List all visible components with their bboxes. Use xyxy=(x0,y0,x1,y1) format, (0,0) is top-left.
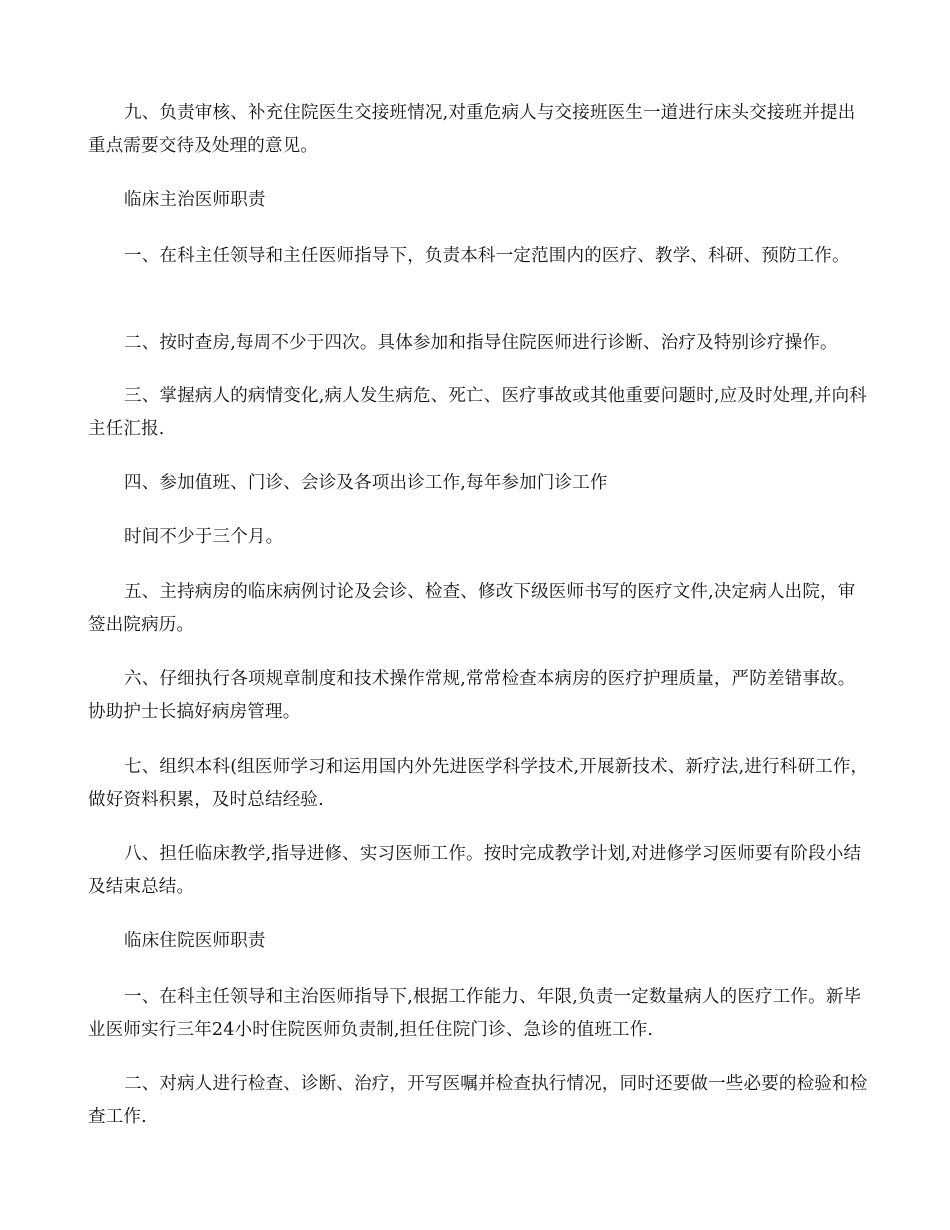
paragraph-attending-two: 二、按时查房,每周不少于四次。具体参加和指导住院医师进行诊断、治疗及特别诊疗操作。 xyxy=(124,333,838,353)
paragraph-resident-one: 一、在科主任领导和主治医师指导下,根据工作能力、年限,负责一定数量病人的医疗工作。新毕业医师实行三年24小时住院医师负责制,担任住院门诊、急诊的值班工作. xyxy=(88,987,862,1040)
paragraph-attending-four: 四、参加值班、门诊、会诊及各项出诊工作,每年参加门诊工作 xyxy=(124,473,608,493)
section-heading-attending-physician: 临床主治医师职责 xyxy=(124,190,266,210)
paragraph-resident-two: 二、对病人进行检查、诊断、治疗，开写医嘱并检查执行情况，同时还要做一些必要的检验和检查工作. xyxy=(88,1074,868,1127)
paragraph-attending-five: 五、主持病房的临床病例讨论及会诊、检查、修改下级医师书写的医疗文件,决定病人出院，审签出院病历。 xyxy=(88,582,856,635)
paragraph-attending-six: 六、仔细执行各项规章制度和技术操作常规,常常检查本病房的医疗护理质量，严防差错事故。协助护士长搞好病房管理。 xyxy=(88,669,856,722)
paragraph-attending-eight: 八、担任临床教学,指导进修、实习医师工作。按时完成教学计划,对进修学习医师要有阶段小结及结束总结。 xyxy=(88,844,862,897)
paragraph-attending-seven: 七、组织本科(组医师学习和运用国内外先进医学科学技术,开展新技术、新疗法,进行科研工作，做好资料积累，及时总结经验. xyxy=(88,757,869,810)
paragraph-attending-four-continued: 时间不少于三个月。 xyxy=(124,527,284,547)
paragraph-attending-three: 三、掌握病人的病情变化,病人发生病危、死亡、医疗事故或其他重要问题时,应及时处理,并向科主任汇报. xyxy=(88,386,867,439)
paragraph-nine-handover-review: 九、负责审核、补充住院医生交接班情况,对重危病人与交接班医生一道进行床头交接班并提出重点需要交待及处理的意见。 xyxy=(88,103,856,156)
section-heading-resident-physician: 临床住院医师职责 xyxy=(124,931,266,951)
paragraph-attending-one: 一、在科主任领导和主任医师指导下，负责本科一定范围内的医疗、教学、科研、预防工作。 xyxy=(124,246,850,266)
